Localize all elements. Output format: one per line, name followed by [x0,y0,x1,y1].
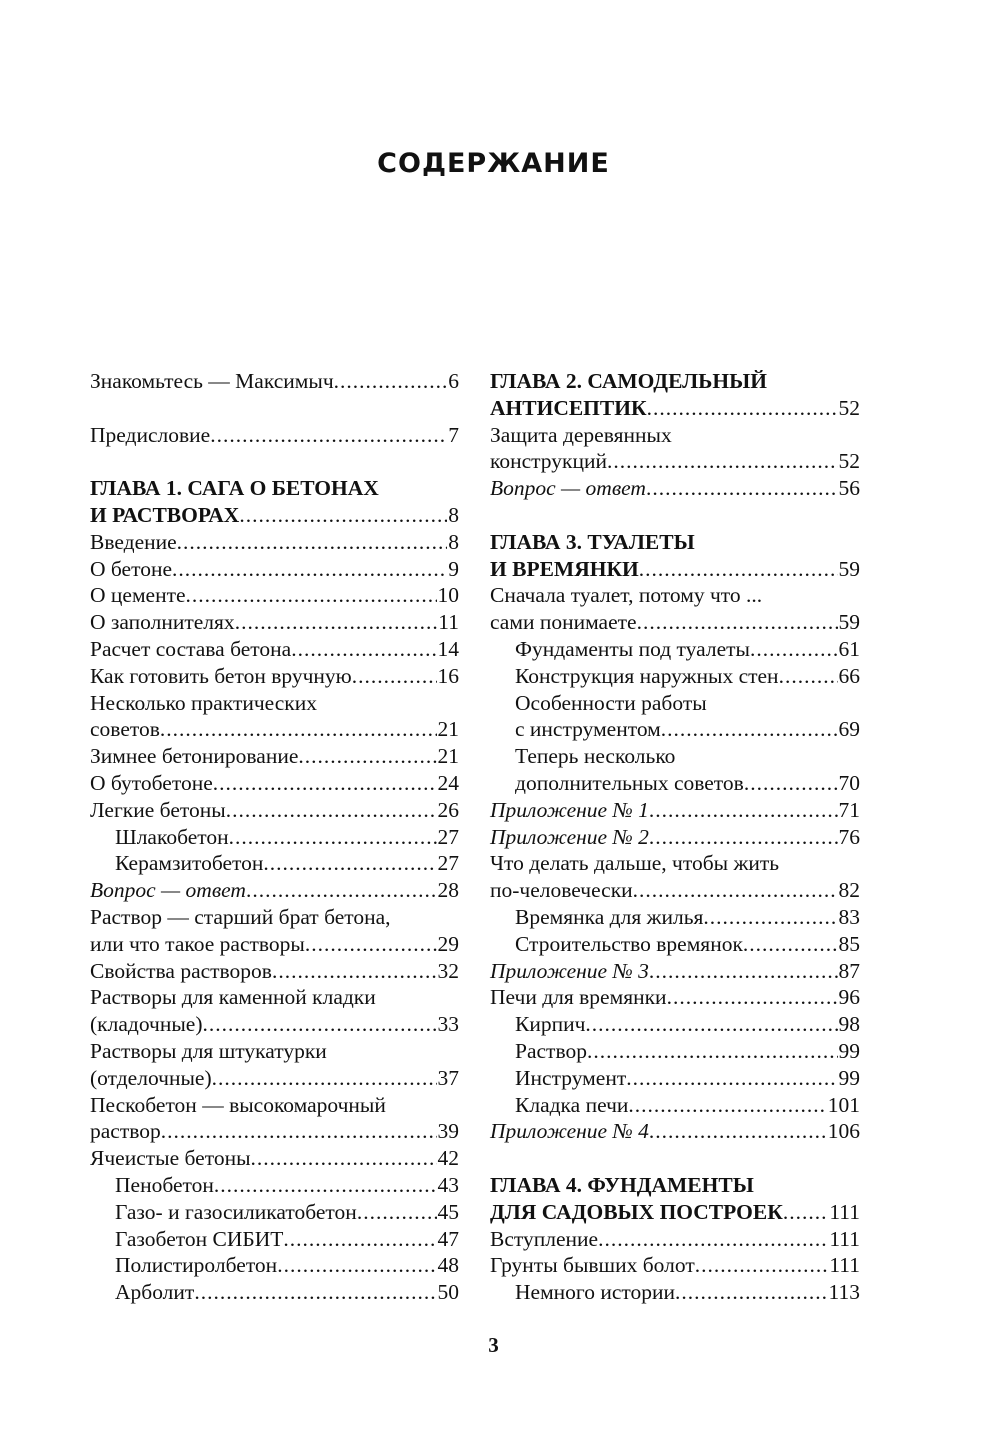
toc-line [90,877,459,904]
toc-line [90,1038,459,1065]
toc-page-number: 69 [838,717,860,742]
toc-entry-title: советов [90,717,160,742]
toc-page-number: 7 [448,422,459,447]
toc-entry-title: Пескобетон — высокомарочный [90,1092,386,1117]
toc-entry[interactable] [90,824,459,851]
toc-line [90,609,459,636]
toc-line [490,770,860,797]
toc-entry[interactable] [90,1172,459,1199]
dot-leader [212,1065,437,1092]
toc-page-number: 70 [838,770,860,795]
toc-page-number: 98 [838,1012,860,1037]
toc-entry-title: Кирпич [515,1012,586,1037]
dot-leader [628,1092,826,1119]
dot-leader [646,475,838,502]
toc-line [90,636,459,663]
toc-chapter[interactable] [490,1172,860,1226]
toc-entry[interactable] [90,1226,459,1253]
toc-entry[interactable] [490,1038,860,1065]
dot-leader [194,1279,436,1306]
toc-entry[interactable] [490,850,860,904]
toc-chapter[interactable] [90,475,459,529]
toc-entry-title: Предисловие [90,422,211,447]
toc-entry-title: Введение [90,529,177,554]
toc-entry[interactable] [490,1011,860,1038]
toc-entry[interactable] [490,1092,860,1119]
dot-leader [633,877,838,904]
dot-leader [239,502,447,529]
toc-line [90,690,459,717]
toc-page-number: 59 [838,610,860,635]
toc-entry[interactable] [90,877,459,904]
dot-leader [172,556,447,583]
toc-page-number: 52 [838,395,860,420]
toc-line [90,1011,459,1038]
toc-line [490,609,860,636]
toc-entry[interactable] [90,958,459,985]
toc-entry[interactable] [90,663,459,690]
toc-entry-title: Растворы для штукатурки [90,1038,327,1063]
dot-leader [235,609,438,636]
toc-page-number: 45 [437,1199,459,1224]
toc-entry[interactable] [90,1279,459,1306]
toc-line [490,663,860,690]
toc-line [490,716,860,743]
toc-line [490,1199,860,1226]
toc-entry[interactable] [490,422,860,476]
toc-page-number: 11 [438,610,459,635]
toc-page-number: 82 [838,878,860,903]
toc-line [90,850,459,877]
dot-leader [637,609,838,636]
toc-page-number: 47 [437,1226,459,1251]
dot-leader [639,556,838,583]
toc-page-number: 106 [827,1119,860,1144]
dot-leader [585,1011,837,1038]
toc-page-number: 113 [828,1280,860,1305]
dot-leader [213,770,437,797]
toc-line [90,368,459,395]
toc-line [90,716,459,743]
dot-leader [703,904,837,931]
toc-entry[interactable] [90,368,459,395]
dot-leader [587,1038,838,1065]
toc-entry[interactable] [490,475,860,502]
dot-leader [357,1199,437,1226]
toc-page-number: 85 [838,931,860,956]
toc-entry-title: И РАСТВОРАХ [90,502,240,527]
toc-entry[interactable] [90,1038,459,1092]
toc-entry-title: Ячеистые бетоны [90,1146,251,1171]
dot-leader [277,1252,436,1279]
toc-entry[interactable] [90,850,459,877]
toc-entry[interactable] [90,984,459,1038]
toc-entry[interactable] [490,663,860,690]
toc-entry-title: Конструкция наружных стен [515,663,779,688]
toc-entry[interactable] [90,556,459,583]
dot-leader [334,368,448,395]
toc-line [490,368,860,395]
toc-entry-title: Легкие бетоны [90,797,226,822]
toc-page-number: 29 [437,931,459,956]
toc-entry-title: Несколько практических [90,690,317,715]
toc-line [90,422,459,449]
toc-entry-title: Особенности работы [515,690,707,715]
toc-page-number: 24 [437,770,459,795]
toc-line [90,1092,459,1119]
toc-page-number: 83 [838,904,860,929]
toc-entry-title: Зимнее бетонирование [90,744,299,769]
toc-entry-title: Свойства растворов [90,958,272,983]
section-gap [90,395,459,422]
toc-line [490,958,860,985]
dot-leader [783,1199,829,1226]
toc-page-number: 101 [827,1092,860,1117]
toc-entry[interactable] [490,824,860,851]
toc-entry-title: О заполнителях [90,610,235,635]
toc-page-number: 9 [448,556,459,581]
dot-leader [649,1118,827,1145]
toc-page-number: 27 [437,824,459,849]
toc-entry[interactable] [490,931,860,958]
toc-entry-title: Печи для времянки [490,985,667,1010]
toc-entry-title: Инструмент [515,1065,627,1090]
section-gap [490,1145,860,1172]
toc-entry[interactable] [90,1252,459,1279]
toc-entry-title: ГЛАВА 1. САГА О БЕТОНАХ [90,476,379,501]
toc-entry[interactable] [90,770,459,797]
toc-entry-title: Арболит [115,1280,195,1305]
toc-page-number: 99 [838,1065,860,1090]
toc-entry[interactable] [90,743,459,770]
toc-entry-title: Сначала туалет, потому что ... [490,583,763,608]
toc-page-number: 14 [437,636,459,661]
toc-entry-title: Знакомьтесь — Максимыч [90,369,334,393]
dot-leader [649,958,838,985]
toc-entry[interactable] [90,1092,459,1146]
toc-entry[interactable] [90,609,459,636]
toc-line [90,770,459,797]
toc-line [490,1252,860,1279]
toc-entry-title: с инструментом [515,717,661,742]
toc-entry-title: ДЛЯ САДОВЫХ ПОСТРОЕК [490,1199,783,1224]
toc-line [490,1172,860,1199]
toc-entry-title: О бетоне [90,556,173,581]
toc-entry-title: Грунты бывших болот [490,1253,695,1278]
toc-page-number: 52 [838,449,860,474]
toc-entry-title: раствор [90,1119,161,1144]
toc-line [90,1145,459,1172]
dot-leader [626,1065,837,1092]
toc-entry-title: Газо- и газосиликатобетон [115,1199,357,1224]
dot-leader [272,958,437,985]
toc-page-number: 37 [437,1065,459,1090]
toc-entry-title: ГЛАВА 2. САМОДЕЛЬНЫЙ [490,369,767,393]
toc-page-number: 111 [829,1199,860,1224]
toc-entry-title: (кладочные) [90,1012,203,1037]
toc-entry-title: дополнительных советов [515,770,744,795]
toc-line [90,529,459,556]
toc-line [490,636,860,663]
toc-entry[interactable] [490,958,860,985]
toc-page-number: 43 [437,1172,459,1197]
toc-line [90,475,459,502]
toc-line [490,1092,860,1119]
toc-entry[interactable] [90,1145,459,1172]
toc-line [490,743,860,770]
toc-chapter[interactable] [490,529,860,583]
toc-entry[interactable] [490,636,860,663]
toc-line [90,1279,459,1306]
toc-line [490,556,860,583]
toc-line [90,1118,459,1145]
toc-entry-title: Приложение № 1 [490,797,649,822]
toc-page-number: 71 [838,797,860,822]
dot-leader [229,824,437,851]
toc-entry-title: Строительство времянок [515,931,743,956]
toc-line [490,877,860,904]
toc-page-number: 111 [829,1226,860,1251]
toc-line [490,395,860,422]
toc-line [490,529,860,556]
toc-entry[interactable] [490,1226,860,1253]
toc-page-number: 21 [437,744,459,769]
toc-page-number: 8 [448,502,459,527]
dot-leader [607,448,838,475]
toc-page-number: 21 [437,717,459,742]
toc-page-number: 42 [437,1146,459,1171]
toc-page-number: 16 [437,663,459,688]
dot-leader [246,877,437,904]
dot-leader [210,422,447,449]
toc-line [90,502,459,529]
dot-leader [750,636,838,663]
toc-entry-title: Что делать дальше, чтобы жить [490,851,780,876]
toc-page-number: 59 [838,556,860,581]
toc-entry[interactable] [490,582,860,636]
toc-line [490,904,860,931]
dot-leader [744,770,838,797]
toc-entry-title: Раствор — старший брат бетона, [90,904,391,929]
toc-page-number: 32 [437,958,459,983]
toc-entry[interactable] [90,1199,459,1226]
toc-entry[interactable] [490,690,860,744]
dot-leader [695,1252,829,1279]
toc-entry[interactable] [490,984,860,1011]
toc-entry-title: Как готовить бетон вручную [90,663,352,688]
toc-entry-title: Фундаменты под туалеты [515,636,750,661]
toc-entry-title: И ВРЕМЯНКИ [490,556,639,581]
toc-entry[interactable] [490,1252,860,1279]
toc-entry-title: Приложение № 4 [490,1119,649,1144]
toc-page-number: 8 [448,529,459,554]
section-gap [90,448,459,475]
dot-leader [177,529,448,556]
dot-leader [263,850,436,877]
toc-line [90,743,459,770]
dot-leader [202,1011,436,1038]
toc-left-column [90,368,459,1306]
dot-leader [598,1226,828,1253]
toc-entry-title: ГЛАВА 3. ТУАЛЕТЫ [490,529,695,554]
toc-entry[interactable] [90,529,459,556]
dot-leader [305,931,437,958]
dot-leader [291,636,436,663]
toc-entry-title: ГЛАВА 4. ФУНДАМЕНТЫ [490,1172,754,1197]
toc-entry-title: Вступление [490,1226,599,1251]
toc-line [490,1038,860,1065]
toc-entry-title: Керамзитобетон [115,851,264,876]
toc-entry-title: АНТИСЕПТИК [490,395,647,420]
toc-entry-title: (отделочные) [90,1065,212,1090]
toc-line [90,1199,459,1226]
toc-entry[interactable] [490,1065,860,1092]
toc-entry-title: Вопрос — ответ [90,878,246,903]
toc-chapter[interactable] [490,368,860,422]
toc-line [490,797,860,824]
toc-line [90,931,459,958]
dot-leader [226,797,437,824]
toc-entry-title: Защита деревянных [490,422,672,447]
section-gap [490,502,860,529]
toc-line [490,1118,860,1145]
dot-leader [283,1226,436,1253]
toc-line [90,582,459,609]
toc-entry-title: О цементе [90,583,186,608]
toc-page-number: 56 [838,476,860,501]
toc-page-number: 28 [437,878,459,903]
toc-line [490,931,860,958]
toc-line [490,582,860,609]
toc-page-number: 111 [829,1253,860,1278]
dot-leader [743,931,838,958]
toc-page-number: 66 [838,663,860,688]
page-number: 3 [488,1333,499,1357]
toc-entry-title: Вопрос — ответ [490,476,646,501]
toc-page-number: 10 [437,583,459,608]
toc-line [90,1065,459,1092]
toc-line [90,824,459,851]
dot-leader [667,984,838,1011]
toc-line [490,824,860,851]
toc-entry-title: Кладка печи [515,1092,629,1117]
toc-page-number: 6 [448,369,459,393]
toc-entry-title: Пенобетон [115,1172,214,1197]
toc-entry-title: Теперь несколько [515,744,676,769]
toc-entry-title: Расчет состава бетона [90,636,292,661]
toc-entry-title: по-человечески [490,878,633,903]
toc-line [90,1252,459,1279]
toc-entry-title: Времянка для жилья [515,904,704,929]
page-title: СОДЕРЖАНИЕ [377,148,610,179]
toc-line [90,556,459,583]
toc-entry[interactable] [90,690,459,744]
dot-leader [214,1172,437,1199]
toc-entry-title: Газобетон СИБИТ [115,1226,284,1251]
toc-entry[interactable] [490,1279,860,1306]
toc-line [490,475,860,502]
toc-entry[interactable] [490,904,860,931]
toc-entry[interactable] [490,743,860,797]
toc-line [90,663,459,690]
dot-leader [352,663,437,690]
dot-leader [779,663,838,690]
toc-page-number: 26 [437,797,459,822]
toc-page-number: 76 [838,824,860,849]
toc-line [490,1065,860,1092]
toc-line [490,1279,860,1306]
toc-line [490,984,860,1011]
toc-page-number: 61 [838,636,860,661]
toc-page-number: 50 [437,1280,459,1305]
toc-line [90,797,459,824]
toc-entry-title: конструкций [490,449,607,474]
toc-entry-title: Приложение № 2 [490,824,649,849]
toc-entry-title: О бутобетоне [90,770,213,795]
toc-line [90,1226,459,1253]
dot-leader [298,743,436,770]
toc-entry-title: Шлакобетон [115,824,229,849]
toc-line [490,1011,860,1038]
dot-leader [186,582,437,609]
toc-page-number: 33 [437,1012,459,1037]
toc-page-number: 48 [437,1253,459,1278]
toc-line [490,850,860,877]
toc-page-number: 99 [838,1038,860,1063]
toc-line [90,904,459,931]
toc-entry-title: Полистиролбетон [115,1253,278,1278]
toc-entry-title: Приложение № 3 [490,958,649,983]
toc-page-number: 39 [437,1119,459,1144]
dot-leader [251,1145,437,1172]
toc-line [490,422,860,449]
dot-leader [675,1279,828,1306]
dot-leader [649,824,838,851]
toc-line [490,448,860,475]
toc-entry[interactable] [490,797,860,824]
toc-entry-title: сами понимаете [490,610,637,635]
toc-entry[interactable] [90,904,459,958]
toc-entry[interactable] [90,422,459,449]
toc-entry[interactable] [490,1118,860,1145]
dot-leader [161,1118,437,1145]
toc-right-column [490,368,860,1306]
toc-line [90,1172,459,1199]
toc-line [90,984,459,1011]
toc-entry-title: или что такое растворы [90,931,305,956]
toc-page-number: 87 [838,958,860,983]
toc-line [490,690,860,717]
toc-entry-title: Немного истории [515,1280,676,1305]
toc-page-number: 27 [437,851,459,876]
dot-leader [661,716,838,743]
toc-entry-title: Раствор [515,1038,587,1063]
toc-entry-title: Растворы для каменной кладки [90,985,376,1010]
toc-line [90,958,459,985]
toc-entry[interactable] [90,797,459,824]
toc-entry[interactable] [90,582,459,609]
toc-page-number: 96 [838,985,860,1010]
toc-entry[interactable] [90,636,459,663]
dot-leader [649,797,838,824]
dot-leader [160,716,437,743]
dot-leader [647,395,838,422]
toc-line [490,1226,860,1253]
